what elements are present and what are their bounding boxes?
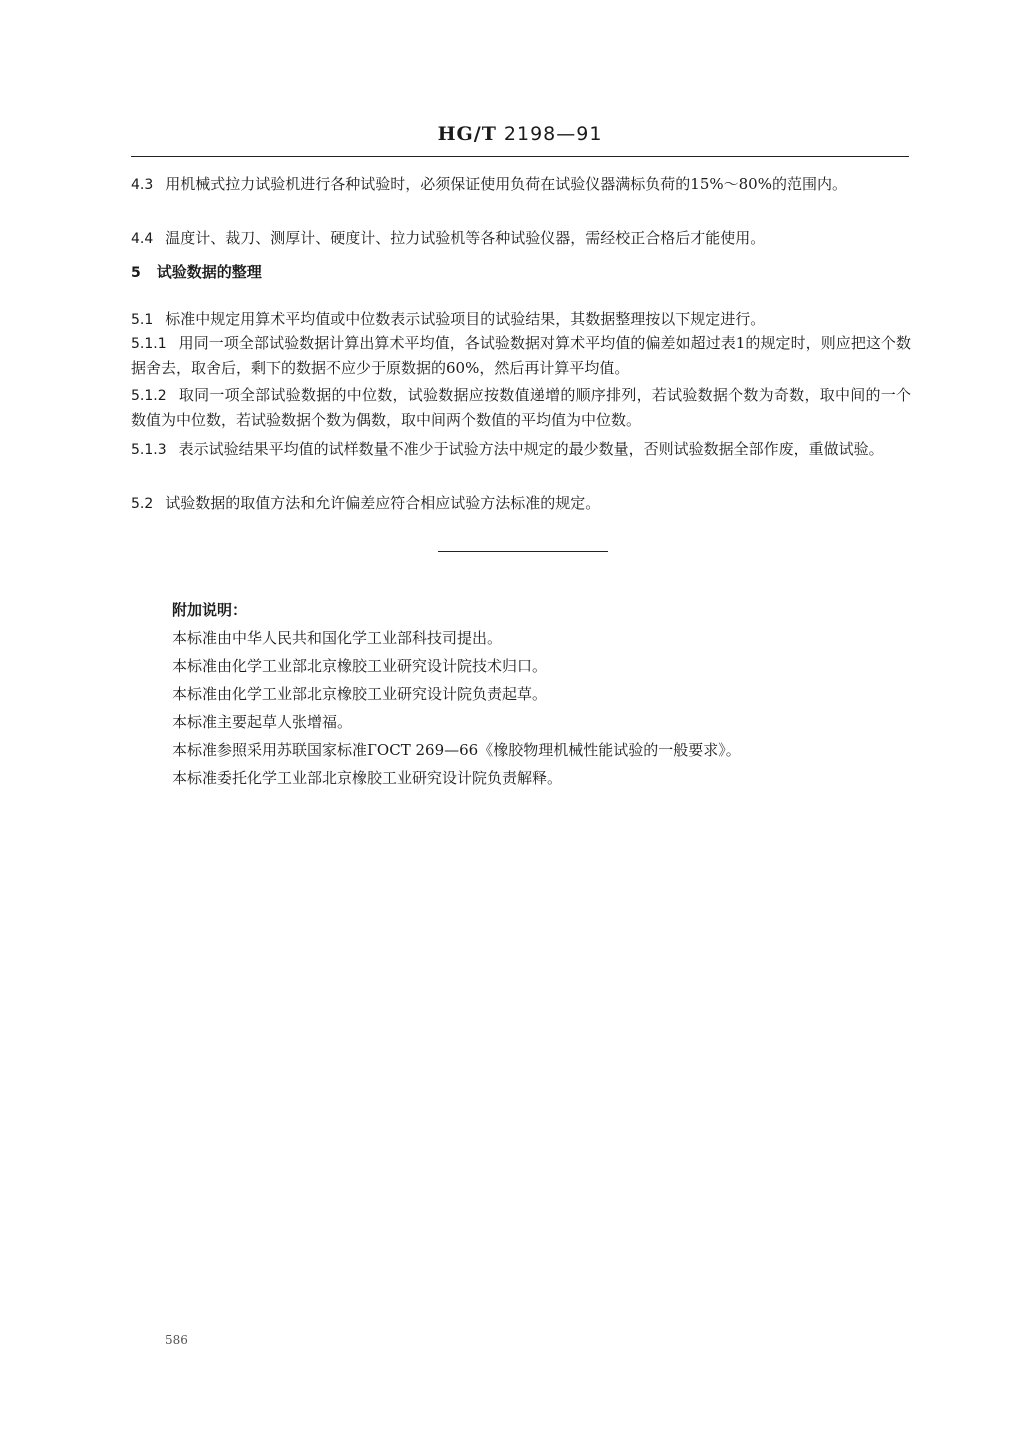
note-line: 本标准委托化学工业部北京橡胶工业研究设计院负责解释。	[172, 769, 563, 787]
section-title-text: 试验数据的整理	[156, 263, 262, 281]
page-number: 586	[165, 1333, 188, 1347]
clause-number: 5.1.1	[131, 336, 167, 352]
clause-text: 取同一项全部试验数据的中位数，试验数据应按数值递增的顺序排列，若试验数据个数为奇数，取中间的一个数值为中位数，若试验数据个数为偶数，取中间两个数值的平均值为中位数。	[131, 386, 911, 429]
clause-text: 标准中规定用算术平均值或中位数表示试验项目的试验结果，其数据整理按以下规定进行。	[165, 310, 766, 328]
clause-5-1-2	[131, 383, 911, 432]
section-heading	[131, 260, 262, 285]
notes-title: 附加说明：	[172, 601, 248, 619]
clause-5-2	[131, 491, 911, 516]
clause-number: 5.1.3	[131, 442, 167, 458]
note-line: 本标准由化学工业部北京橡胶工业研究设计院负责起草。	[172, 685, 548, 703]
clause-number: 4.3	[131, 177, 154, 193]
clause-number: 5.1	[131, 312, 154, 328]
note-line: 本标准由化学工业部北京橡胶工业研究设计院技术归口。	[172, 657, 548, 675]
clause-5-1-1	[131, 331, 911, 380]
note-line: 本标准主要起草人张增福。	[172, 713, 353, 731]
section-number: 5	[131, 265, 141, 281]
header-rule	[131, 156, 909, 157]
note-line: 本标准参照采用苏联国家标准ГОСТ 269—66《橡胶物理机械性能试验的一般要求》。	[172, 741, 741, 759]
clause-number: 4.4	[131, 231, 154, 247]
clause-text: 试验数据的取值方法和允许偏差应符合相应试验方法标准的规定。	[165, 494, 601, 512]
additional-notes	[172, 596, 872, 792]
clause-number: 5.1.2	[131, 388, 167, 404]
standard-code: HG/T	[437, 123, 497, 145]
clause-number: 5.2	[131, 496, 154, 512]
clause-text: 表示试验结果平均值的试样数量不准少于试验方法中规定的最少数量，否则试验数据全部作废，重做试验。	[178, 440, 884, 458]
clause-4-4	[131, 226, 911, 251]
end-of-text-rule	[438, 551, 608, 552]
clause-5-1-3	[131, 437, 911, 462]
note-line: 本标准由中华人民共和国化学工业部科技司提出。	[172, 629, 503, 647]
clause-5-1	[131, 307, 911, 332]
clause-4-3	[131, 172, 911, 197]
clause-text: 用机械式拉力试验机进行各种试验时，必须保证使用负荷在试验仪器满标负荷的15%～80%的范围内。	[165, 175, 847, 193]
clause-text: 温度计、裁刀、测厚计、硬度计、拉力试验机等各种试验仪器，需经校正合格后才能使用。	[165, 229, 766, 247]
standard-number: 2198—91	[503, 123, 603, 145]
clause-text: 用同一项全部试验数据计算出算术平均值，各试验数据对算术平均值的偏差如超过表1的规定时，则应把这个数据舍去，取舍后，剩下的数据不应少于原数据的60%，然后再计算平均值。	[131, 334, 911, 377]
page-header	[130, 123, 910, 145]
